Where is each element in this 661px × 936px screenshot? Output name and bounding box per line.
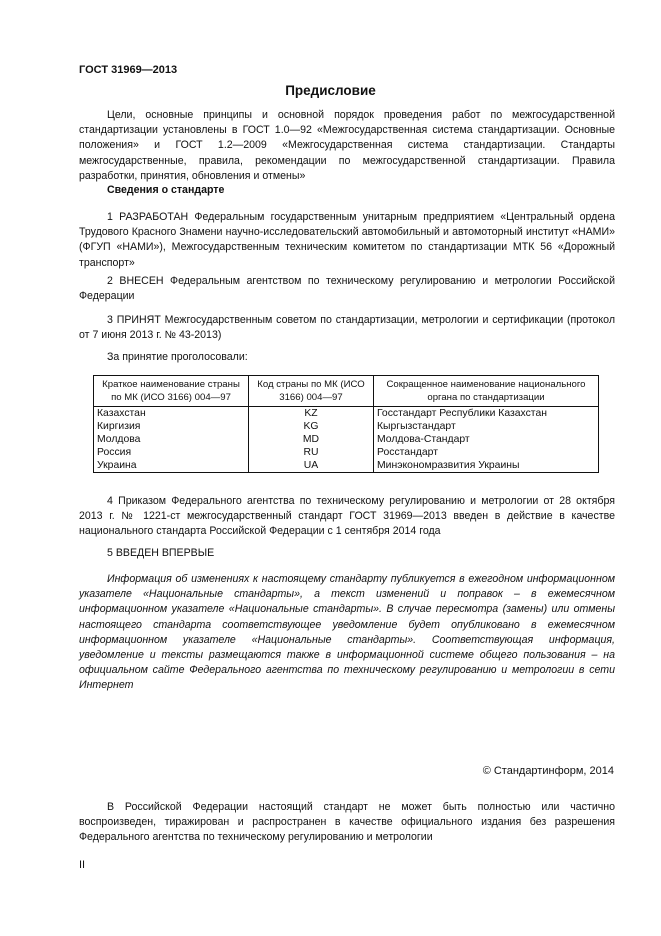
table-row: [94, 420, 599, 433]
code-cell: UA: [249, 459, 374, 473]
body-cell: Росстандарт: [374, 446, 599, 459]
voted-label: За принятие проголосовали:: [107, 351, 248, 363]
column-header-body: Сокращенное наименование национального органа по стандартизации: [374, 376, 599, 407]
country-cell: Украина: [94, 459, 249, 473]
document-header: ГОСТ 31969—2013: [79, 64, 178, 76]
rights-paragraph: В Российской Федерации настоящий стандарт не может быть полностью или частично воспроизведен, тиражирован и распространен в качестве официального издания без разрешения Федерального агентства по техническому регулированию и метрологии: [79, 801, 615, 844]
country-cell: Киргизия: [94, 420, 249, 433]
item-1-paragraph: 1 РАЗРАБОТАН Федеральным государственным унитарным предприятием «Центральный ордена Трудового Красного Знамени научно-исследовательский автомобильный и автомоторный институт «НАМИ» (ФГУП «НАМИ»), Межгосударственным техническим комитетом по стандартизации МТК 56 «Дорожный транспорт»: [79, 211, 615, 269]
body-cell: Кыргызстандарт: [374, 420, 599, 433]
code-cell: RU: [249, 446, 374, 459]
item-2-paragraph: 2 ВНЕСЕН Федеральным агентством по техническому регулированию и метрологии Российской Федерации: [79, 275, 615, 303]
copyright-notice: © Стандартинформ, 2014: [482, 765, 614, 777]
code-cell: KZ: [249, 407, 374, 421]
page-title: Предисловие: [285, 83, 376, 98]
code-cell: MD: [249, 433, 374, 446]
table-row: [94, 446, 599, 459]
country-cell: Казахстан: [94, 407, 249, 421]
table-row: [94, 433, 599, 446]
table-row: [94, 407, 599, 421]
voting-table: [93, 375, 599, 473]
page-number: II: [79, 859, 86, 871]
table-row: [94, 459, 599, 473]
country-cell: Россия: [94, 446, 249, 459]
column-header-country: Краткое наименование страны по МК (ИСО 3166) 004—97: [94, 376, 249, 407]
body-cell: Минэкономразвития Украины: [374, 459, 599, 473]
code-cell: KG: [249, 420, 374, 433]
section-heading: Сведения о стандарте: [107, 184, 225, 196]
change-info-paragraph: Информация об изменениях к настоящему стандарту публикуется в ежегодном информационном указателе «Национальные стандарты», а текст изменений и поправок – в ежемесячном информационном указателе «Национальные стандарты». В случае пересмотра (замены) или отмены настоящего стандарта соответствующее уведомление будет опубликовано в ежемесячном информационном указателе «Национальные стандарты». Соответствующая информация, уведомление и тексты размещаются также в информационной системе общего пользования – на официальном сайте Федерального агентства по техническому регулированию и метрологии в сети Интернет: [79, 573, 615, 692]
item-3-paragraph: 3 ПРИНЯТ Межгосударственным советом по стандартизации, метрологии и сертификации (протокол от 7 июня 2013 г. № 43-2013): [79, 314, 615, 342]
intro-paragraph: Цели, основные принципы и основной порядок проведения работ по межгосударственной стандартизации установлены в ГОСТ 1.0—92 «Межгосударственная система стандартизации. Основные положения» и ГОСТ 1.2—2009 «Межгосударственная система стандартизации. Стандарты межгосударственные, правила, рекомендации по межгосударственной стандартизации. Правила разработки, принятия, обновления и отмены»: [79, 109, 615, 182]
item-5-heading: 5 ВВЕДЕН ВПЕРВЫЕ: [107, 547, 215, 559]
item-4-paragraph: 4 Приказом Федерального агентства по техническому регулированию и метрологии от 28 октября 2013 г. № 1221-ст межгосударственный стандарт ГОСТ 31969—2013 введен в действие в качестве национального стандарта Российской Федерации с 1 сентября 2014 года: [79, 495, 615, 538]
body-cell: Молдова-Стандарт: [374, 433, 599, 446]
column-header-code: Код страны по МК (ИСО 3166) 004—97: [249, 376, 374, 407]
body-cell: Госстандарт Республики Казахстан: [374, 407, 599, 421]
country-cell: Молдова: [94, 433, 249, 446]
